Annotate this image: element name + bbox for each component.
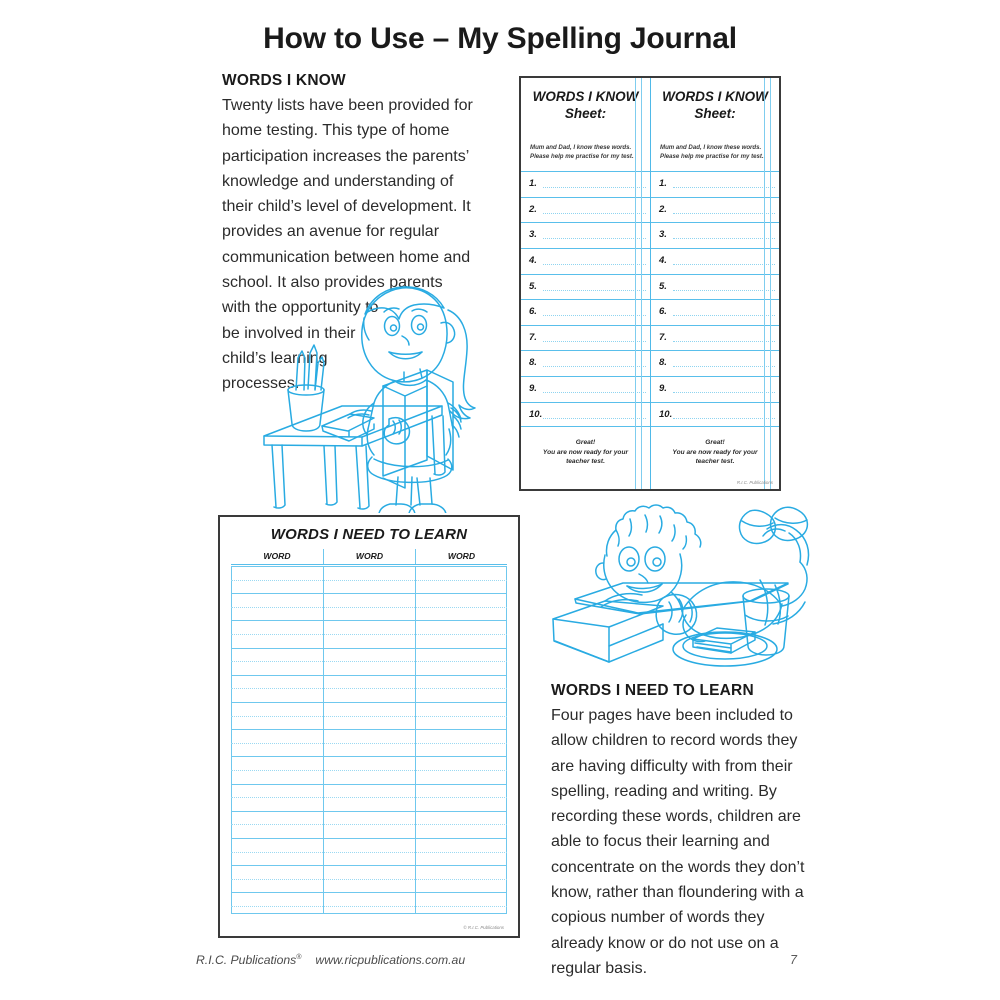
page-footer	[196, 953, 806, 967]
line-number: 6.	[659, 306, 667, 318]
boy-reading-on-floor-illustration	[545, 503, 840, 681]
page-number: 7	[790, 953, 797, 967]
worksheet-line-row[interactable]	[521, 402, 650, 428]
grid-row-line	[231, 756, 507, 757]
line-number: 3.	[659, 229, 667, 241]
grid-vertical-line	[506, 566, 507, 914]
line-number: 10.	[529, 408, 543, 420]
line-number: 9.	[659, 382, 667, 394]
words-i-know-paragraph-main: Twenty lists have been provided for home testing. This type of home participation increases the parents’ knowledge and understanding of their child’s level of development. It provides an avenue for regular communication between home and school. It also provides parents	[222, 97, 473, 292]
worksheet-line-row[interactable]	[521, 222, 650, 248]
worksheet-line-row[interactable]	[651, 350, 779, 376]
instruction-line1: Mum and Dad, I know these words.	[660, 144, 762, 151]
worksheet-line-row[interactable]	[651, 248, 779, 274]
line-number: 5.	[529, 280, 537, 292]
column-vertical-rule	[764, 78, 765, 489]
words-i-know-paragraph-wrapped: with the opportunity to be involved in their child’s learning processes.	[222, 299, 379, 393]
footer-message-line3: teacher test.	[695, 458, 735, 466]
worksheet-line-row[interactable]	[521, 299, 650, 325]
line-number: 6.	[529, 306, 537, 318]
worksheet-line-row[interactable]	[651, 376, 779, 402]
grid-dotted-guide-line	[231, 770, 507, 771]
worksheet-line-row[interactable]	[521, 376, 650, 402]
grid-dotted-guide-line	[231, 634, 507, 635]
worksheet-line-row[interactable]	[521, 350, 650, 376]
words-i-need-to-learn-worksheet-panel	[218, 515, 520, 938]
grid-dotted-guide-line	[231, 607, 507, 608]
grid-dotted-guide-line	[231, 580, 507, 581]
numbered-lines-right	[651, 171, 779, 427]
grid-vertical-line	[231, 566, 232, 914]
line-number: 2.	[529, 203, 537, 215]
grid-row-line	[231, 865, 507, 866]
grid-row-line	[231, 648, 507, 649]
numbered-lines-left	[521, 171, 650, 427]
worksheet-line-row[interactable]	[651, 274, 779, 300]
sheet-footer-message-right	[651, 438, 779, 467]
words-i-know-worksheet-panel	[519, 76, 781, 491]
column-header-row	[231, 549, 507, 565]
girl-with-book-at-desk-illustration	[252, 268, 517, 513]
grid-row-line	[231, 838, 507, 839]
worksheet-credit: © R.I.C. Publications	[463, 925, 504, 930]
grid-vertical-line	[415, 566, 416, 914]
worksheet-line-row[interactable]	[651, 222, 779, 248]
worksheet-line-row[interactable]	[521, 171, 650, 197]
footer-publisher	[196, 953, 301, 967]
line-number: 7.	[529, 331, 537, 343]
grid-row-line	[231, 620, 507, 621]
line-number: 4.	[659, 254, 667, 266]
footer-message-line1: Great!	[575, 439, 596, 447]
sheet-title-line2: Sheet:	[564, 106, 607, 121]
sheet-title-line1: WORDS I KNOW	[662, 89, 768, 104]
grid-row-line	[231, 811, 507, 812]
sheet-instruction-right	[660, 144, 770, 161]
line-number: 8.	[529, 357, 537, 369]
footer-message-line1: Great!	[705, 439, 725, 447]
grid-dotted-guide-line	[231, 716, 507, 717]
grid-dotted-guide-line	[231, 906, 507, 907]
sheet-title-left	[521, 88, 650, 122]
worksheet-line-row[interactable]	[521, 248, 650, 274]
grid-row-line	[231, 593, 507, 594]
grid-dotted-guide-line	[231, 688, 507, 689]
sheet-title-right	[651, 88, 779, 122]
sheet-instruction-left	[530, 144, 641, 161]
worksheet-line-row[interactable]	[521, 325, 650, 351]
grid-vertical-line	[323, 566, 324, 914]
worksheet-writing-area[interactable]	[231, 566, 507, 914]
page-title: How to Use – My Spelling Journal	[263, 22, 737, 55]
line-number: 2.	[659, 203, 667, 215]
grid-dotted-guide-line	[231, 852, 507, 853]
registered-trademark-symbol: ®	[296, 953, 302, 961]
worksheet-grid	[231, 549, 507, 914]
worksheet-line-row[interactable]	[521, 274, 650, 300]
worksheet-line-row[interactable]	[651, 325, 779, 351]
words-i-need-to-learn-text-block	[551, 682, 819, 981]
line-number: 9.	[529, 382, 537, 394]
worksheet-line-row[interactable]	[651, 171, 779, 197]
words-i-need-to-learn-heading: WORDS I NEED TO LEARN	[551, 682, 754, 699]
grid-dotted-guide-line	[231, 879, 507, 880]
footer-website[interactable]: www.ricpublications.com.au	[315, 953, 466, 967]
worksheet-title: WORDS I NEED TO LEARN	[270, 526, 468, 543]
worksheet-columns	[521, 78, 779, 489]
column-vertical-rule	[641, 78, 642, 489]
worksheet-line-row[interactable]	[651, 197, 779, 223]
column-header-word-2: WORD	[323, 549, 415, 564]
line-number: 4.	[529, 254, 537, 266]
column-header-word-3: WORD	[415, 549, 507, 564]
instruction-line2: Please help me practise for my test.	[660, 152, 764, 160]
grid-dotted-guide-line	[231, 661, 507, 662]
grid-row-line	[231, 675, 507, 676]
worksheet-line-row[interactable]	[651, 402, 779, 428]
footer-message-line2: You are now ready for your	[542, 448, 629, 456]
grid-row-line	[231, 702, 507, 703]
grid-dotted-guide-line	[231, 824, 507, 825]
column-vertical-rule	[770, 78, 771, 489]
line-number: 7.	[659, 331, 667, 343]
words-i-know-heading: WORDS I KNOW	[222, 72, 346, 89]
line-number: 3.	[529, 229, 537, 241]
grid-row-line	[231, 784, 507, 785]
grid-row-line	[231, 566, 507, 567]
line-number: 1.	[529, 178, 537, 190]
footer-message-line2: You are now ready for your	[672, 448, 758, 456]
grid-row-line	[231, 913, 507, 914]
sheet-title-line2: Sheet:	[694, 106, 736, 121]
grid-row-line	[231, 729, 507, 730]
words-i-know-sheet-column-right	[650, 78, 779, 489]
footer-message-line3: teacher test.	[566, 458, 605, 466]
footer-publisher-name: R.I.C. Publications	[196, 953, 297, 967]
line-number: 5.	[659, 280, 667, 292]
line-number: 1.	[659, 178, 667, 190]
words-i-need-to-learn-paragraph: Four pages have been included to allow children to record words they are having difficulty with from their spelling, reading and writing. By recording these words, children are able to focus their learning and concentrate on the words they don’t know, rather than floundering with a copious number of words they already know or do not use on a regular basis.	[551, 707, 805, 977]
worksheet-line-row[interactable]	[521, 197, 650, 223]
column-header-word-1: WORD	[263, 551, 291, 561]
line-number: 8.	[659, 357, 667, 369]
grid-dotted-guide-line	[231, 743, 507, 744]
column-vertical-rule	[635, 78, 636, 489]
worksheet-line-row[interactable]	[651, 299, 779, 325]
grid-row-line	[231, 892, 507, 893]
worksheet-credit: R.I.C. Publications	[736, 480, 773, 485]
instruction-line2: Please help me practise for my test.	[530, 152, 634, 160]
words-i-know-sheet-column-left	[521, 78, 650, 489]
instruction-line1: Mum and Dad, I know these words.	[530, 144, 632, 151]
sheet-footer-message-left	[521, 438, 650, 467]
sheet-title-line1: WORDS I KNOW	[532, 89, 639, 104]
grid-dotted-guide-line	[231, 797, 507, 798]
line-number: 10.	[659, 408, 673, 420]
